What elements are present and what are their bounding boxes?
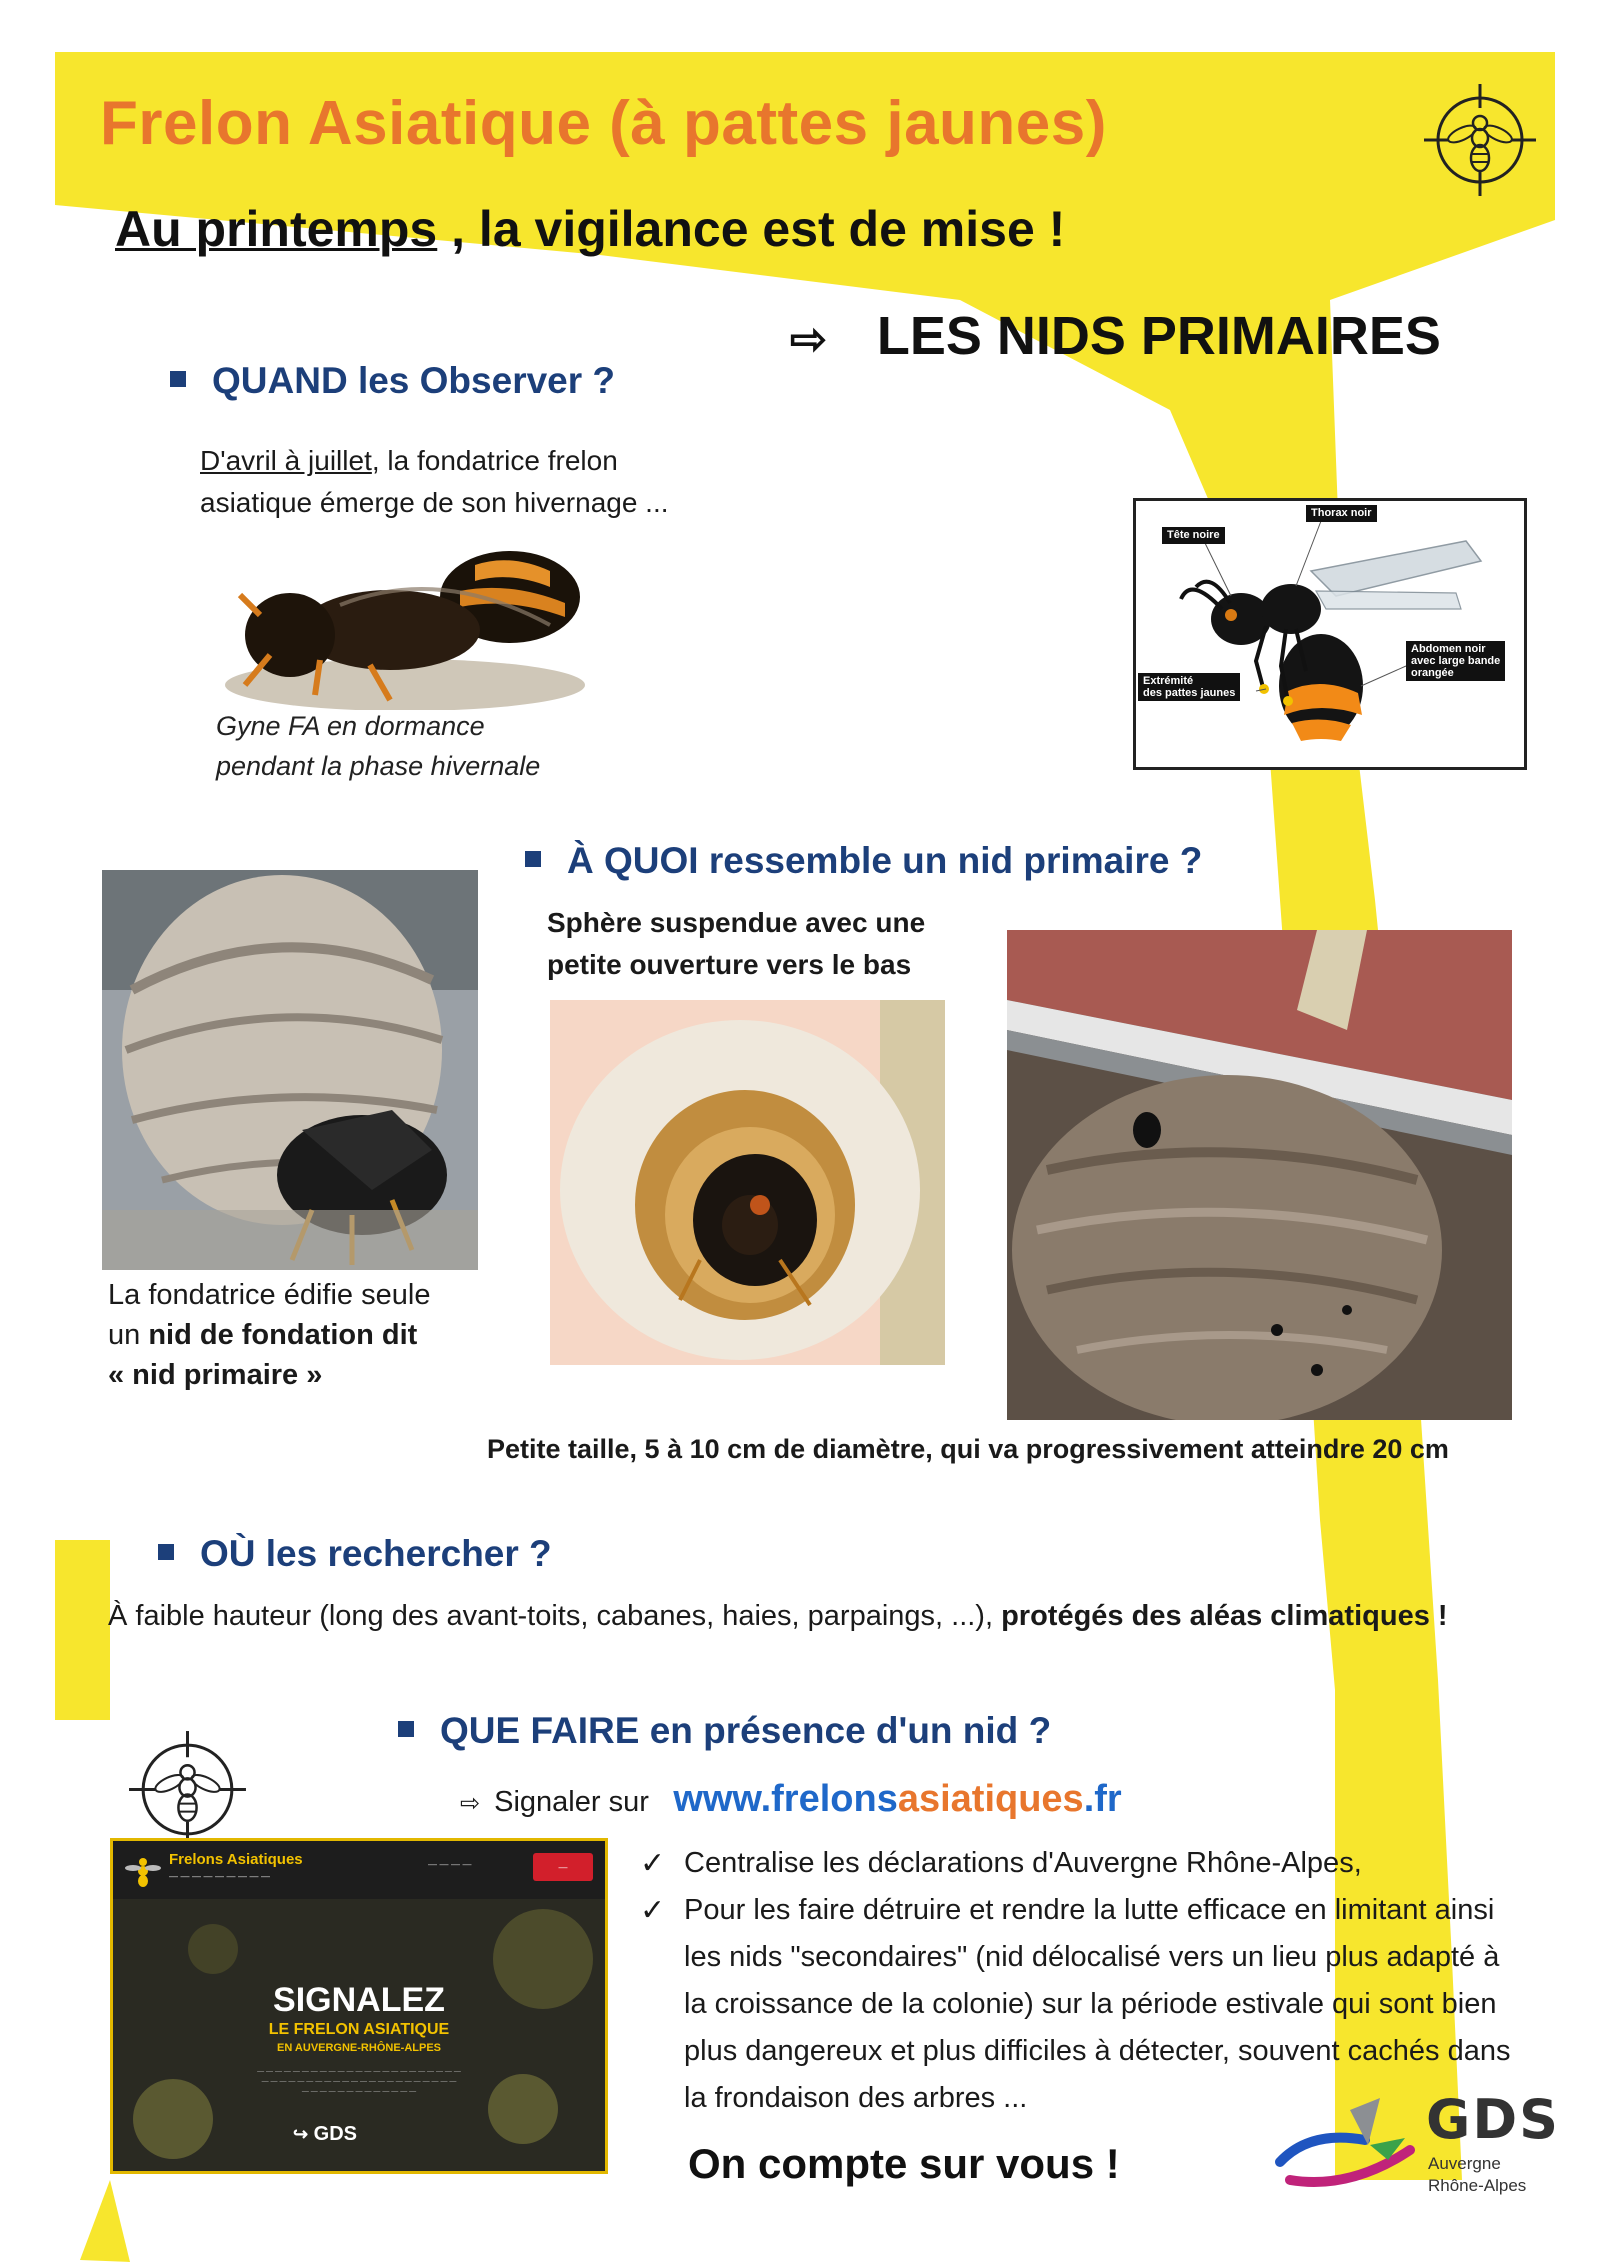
ou-text-bold: protégés des aléas climatiques !: [1001, 1600, 1448, 1632]
aquoi-heading: [525, 840, 1202, 882]
hornet-icon: [1418, 78, 1542, 202]
website-user: — — — —: [428, 1859, 472, 1869]
hornet-logo-bottom: [125, 1727, 250, 1852]
signal-row: [460, 1778, 1122, 1823]
gds-region-line2: Rhône-Alpes: [1428, 2176, 1527, 2195]
fondatrice-line1: La fondatrice édifie seule: [108, 1279, 431, 1311]
label-legs-line2: des pattes jaunes: [1143, 687, 1236, 699]
caption-line2: pendant la phase hivernale: [216, 751, 541, 781]
label-head: Tête noire: [1162, 527, 1225, 544]
quefaire-heading: [398, 1710, 1051, 1752]
hornet-logo-top: [1418, 78, 1542, 202]
website-header: [113, 1841, 605, 1900]
nest-opening-photo: [550, 1000, 945, 1365]
fondatrice-line2-plain: un: [108, 1319, 149, 1351]
subtitle-underlined: Au printemps: [115, 201, 438, 257]
nids-title: LES NIDS PRIMAIRES: [876, 306, 1441, 366]
aquoi-heading-text: À QUOI ressemble un nid primaire ?: [567, 840, 1203, 881]
website-gds-logo: [293, 2123, 357, 2146]
website-region: EN AUVERGNE-RHÔNE-ALPES: [277, 2042, 441, 2054]
ou-text-plain: À faible hauteur (long des avant-toits, cabanes, haies, parpaings, ...),: [108, 1600, 994, 1632]
fondatrice-line3: « nid primaire »: [108, 1359, 323, 1391]
label-legs-line1: Extrémité: [1143, 675, 1194, 687]
page-title: Frelon Asiatique (à pattes jaunes): [100, 89, 1107, 158]
url-part-c: .fr: [1083, 1778, 1122, 1820]
website-screenshot: [110, 1838, 608, 2174]
label-abdomen-line1: Abdomen noir: [1411, 643, 1486, 655]
checkmark-icon: ✓: [640, 1894, 666, 1927]
arrow-icon: ⇨: [460, 1790, 481, 1817]
hornet-illustration-icon: [1181, 521, 1481, 741]
check-text-1: Centralise les déclarations d'Auvergne Rhône-Alpes,: [684, 1847, 1362, 1879]
bullet-icon: [398, 1721, 414, 1737]
list-item: [640, 1887, 1520, 2122]
label-abdomen-line3: orangée: [1411, 667, 1454, 679]
nids-primaires-heading: [790, 305, 1441, 367]
gds-region: [1428, 2153, 1526, 2197]
hornet-photo-caption: [216, 706, 540, 786]
quand-heading-text: QUAND les Observer ?: [212, 360, 616, 401]
caption-line1: Gyne FA en dormance: [216, 711, 485, 741]
signal-label: Signaler sur: [494, 1786, 649, 1818]
quand-text: [200, 440, 760, 524]
label-thorax: Thorax noir: [1306, 505, 1377, 522]
gds-logo-icon: [1270, 2090, 1420, 2200]
hornet-dormant-photo: [220, 535, 590, 710]
gds-name: GDS: [1426, 2088, 1561, 2151]
label-legs: [1138, 673, 1240, 701]
ou-text: [108, 1595, 1448, 1637]
aquoi-desc-line1: Sphère suspendue avec une: [547, 907, 926, 938]
quand-date-range: D'avril à juillet: [200, 445, 372, 476]
bullet-icon: [525, 851, 541, 867]
quand-line2: asiatique émerge de son hivernage ...: [200, 487, 669, 518]
nest-under-roof-photo: [1007, 930, 1512, 1420]
aquoi-desc-line2: petite ouverture vers le bas: [547, 949, 912, 980]
subtitle: [115, 200, 1065, 258]
subtitle-rest: , la vigilance est de mise !: [437, 201, 1066, 257]
quand-line1-rest: , la fondatrice frelon: [371, 445, 618, 476]
fondatrice-text: [108, 1275, 430, 1395]
ou-heading-text: OÙ les rechercher ?: [200, 1533, 552, 1574]
website-gds-text: GDS: [313, 2123, 357, 2145]
checkmark-icon: ✓: [640, 1847, 666, 1880]
nest-hornet-photo: [102, 870, 478, 1270]
website-logo-title: Frelons Asiatiques: [169, 1851, 303, 1868]
bullet-icon: [158, 1544, 174, 1560]
gds-logo-graphic: [1270, 2090, 1420, 2200]
website-signalez: SIGNALEZ: [273, 1981, 445, 2019]
quand-heading: [170, 360, 615, 402]
action-checklist: [640, 1840, 1520, 2122]
hornet-icon: [125, 1727, 250, 1852]
list-item: [640, 1840, 1520, 1887]
aquoi-description: [547, 902, 925, 986]
url-part-b: asiatiques: [897, 1778, 1084, 1820]
url-part-a: www.frelons: [673, 1778, 898, 1820]
nest-size-text: Petite taille, 5 à 10 cm de diamètre, qui va progressivement atteindre 20 cm: [487, 1434, 1449, 1464]
bullet-icon: [170, 371, 186, 387]
label-abdomen: [1406, 641, 1505, 681]
check-text-2: Pour les faire détruire et rendre la lutte efficace en limitant ainsi les nids "secondaires" (nid délocalisé vers un lieu plus adapté à la croissance de la colonie) sur la période estivale qui sont bien plus dangereux et plus difficiles à détecter, souvent cachés dans la frondaison des arbres ...: [684, 1894, 1511, 2114]
label-abdomen-line2: avec large bande: [1411, 655, 1501, 667]
gds-swoosh-icon: ↪: [293, 2124, 309, 2144]
closing-text: On compte sur vous !: [688, 2140, 1120, 2187]
hornet-logo-icon: [125, 1852, 161, 1888]
hornet-anatomy-diagram: [1133, 498, 1527, 770]
website-report-button: —: [533, 1853, 593, 1881]
quefaire-heading-text: QUE FAIRE en présence d'un nid ?: [440, 1710, 1052, 1751]
website-logo-subtitle: — — — — — — — — —: [169, 1871, 271, 1881]
gds-region-line1: Auvergne: [1428, 2154, 1501, 2173]
website-link[interactable]: [673, 1778, 1121, 1820]
website-frelon: LE FRELON ASIATIQUE: [268, 2021, 450, 2038]
fondatrice-line2-bold: nid de fondation dit: [148, 1319, 418, 1351]
arrow-icon: ⇨: [790, 315, 827, 364]
website-body-text: — — — — — — — — — — — — — — — — — — — — — — — — — — — — — — — — — — — — — — — — — — — — — — — — — — — — — — — — — —: [257, 2068, 461, 2095]
ou-heading: [158, 1533, 552, 1575]
